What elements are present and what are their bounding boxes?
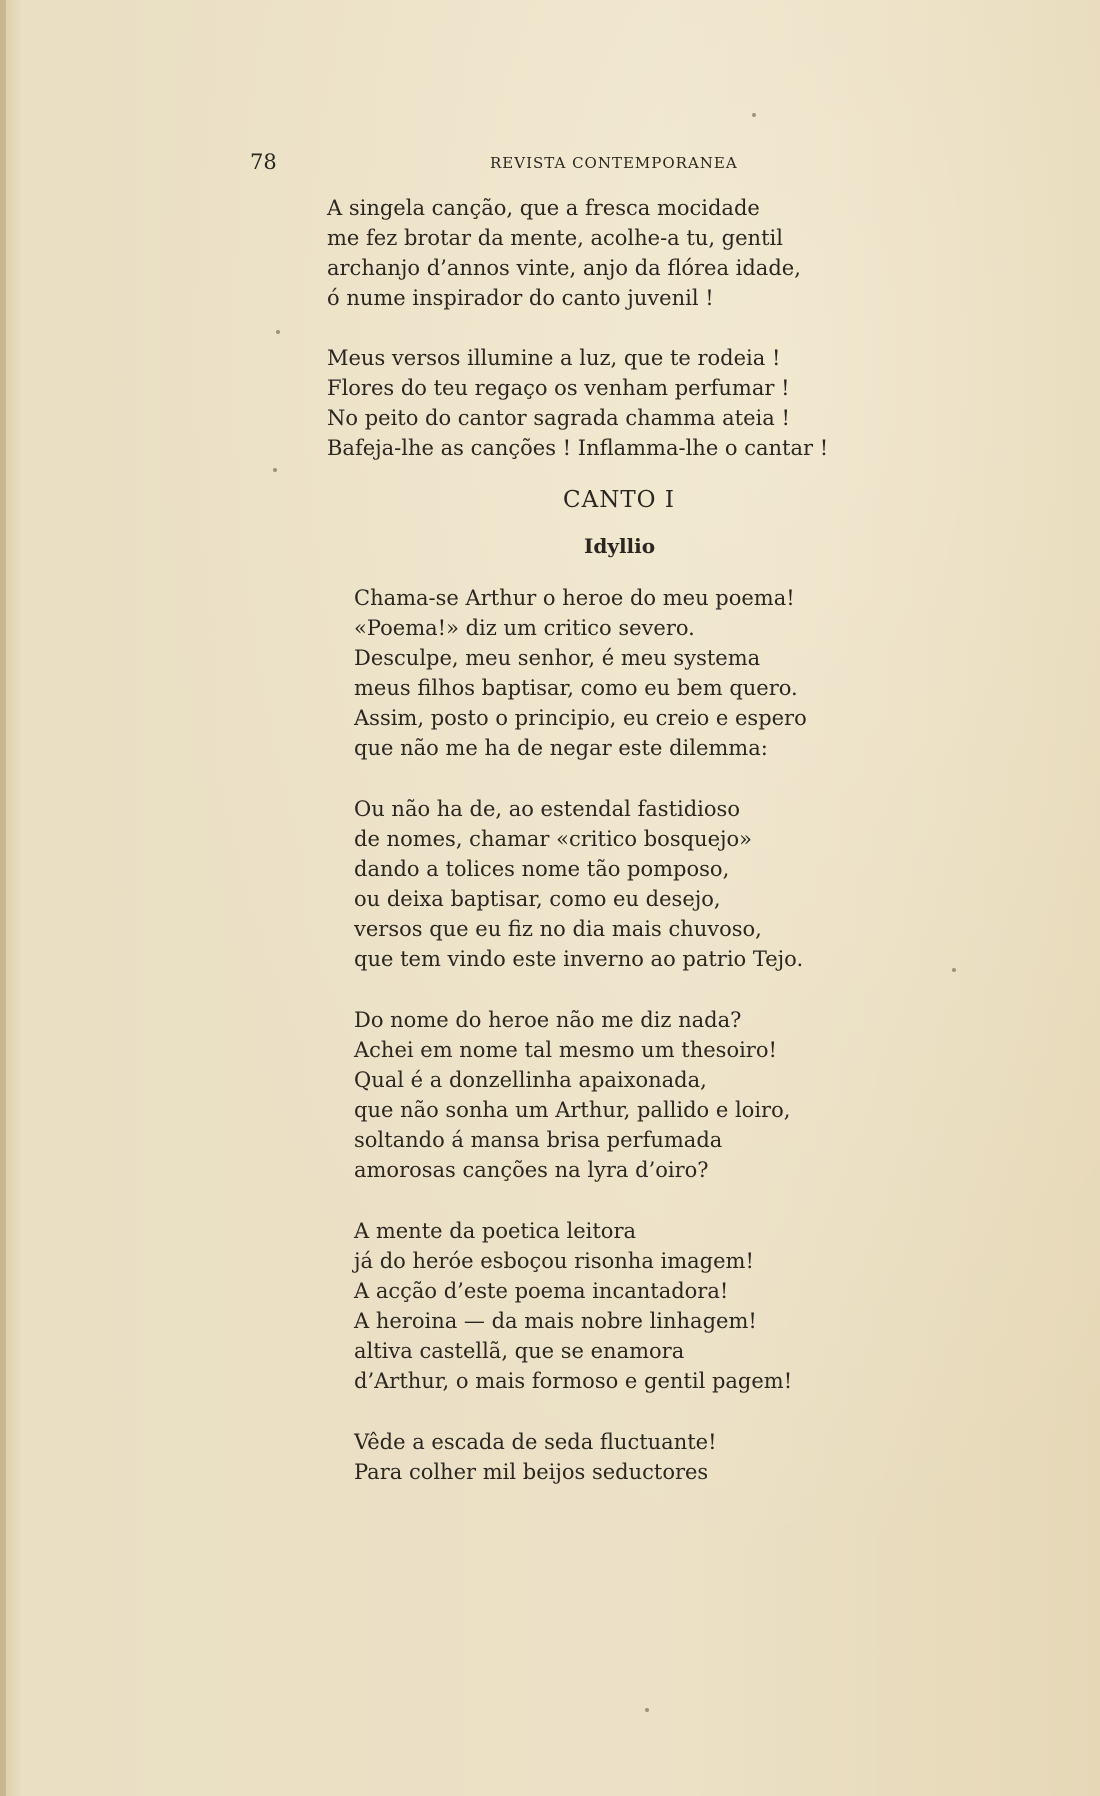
- verse-line: archanjo d’annos vinte, anjo da flórea idade,: [327, 256, 801, 280]
- verse-line: ó nume inspirador do canto juvenil !: [327, 286, 714, 310]
- page-number: 78: [250, 150, 277, 174]
- page-header: [250, 150, 890, 180]
- verse-line: A heroina — da mais nobre linhagem!: [354, 1309, 757, 1333]
- verse-line: Vêde a escada de seda fluctuante!: [354, 1430, 717, 1454]
- verse-line: amorosas canções na lyra d’oiro?: [354, 1158, 709, 1182]
- canto-title: CANTO I: [563, 487, 675, 513]
- verse-line: que tem vindo este inverno ao patrio Tejo.: [354, 947, 804, 971]
- verse-line: Meus versos illumine a luz, que te rodeia !: [327, 346, 781, 370]
- paper-speck: [276, 330, 280, 334]
- verse-line: que não me ha de negar este dilemma:: [354, 736, 768, 760]
- verse-line: Bafeja-lhe as canções ! Inflamma-lhe o cantar !: [327, 436, 829, 460]
- verse-line: Chama-se Arthur o heroe do meu poema!: [354, 586, 795, 610]
- verse-line: Para colher mil beijos seductores: [354, 1460, 709, 1484]
- verse-line: me fez brotar da mente, acolhe-a tu, gentil: [327, 226, 783, 250]
- verse-line: de nomes, chamar «critico bosquejo»: [354, 827, 752, 851]
- verse-line: Achei em nome tal mesmo um thesoiro!: [354, 1038, 777, 1062]
- page-edge: [0, 0, 6, 1796]
- verse-line: A singela canção, que a fresca mocidade: [327, 196, 760, 220]
- verse-line: que não sonha um Arthur, pallido e loiro,: [354, 1098, 791, 1122]
- verse-line: Ou não ha de, ao estendal fastidioso: [354, 797, 740, 821]
- verse-line: «Poema!» diz um critico severo.: [354, 616, 695, 640]
- paper-speck: [952, 968, 956, 972]
- verse-line: Flores do teu regaço os venham perfumar !: [327, 376, 790, 400]
- paper-speck: [273, 468, 277, 472]
- verse-line: versos que eu fiz no dia mais chuvoso,: [354, 917, 762, 941]
- paper-speck: [645, 1708, 649, 1712]
- verse-line: meus filhos baptisar, como eu bem quero.: [354, 676, 798, 700]
- verse-line: já do heróe esboçou risonha imagem!: [354, 1249, 754, 1273]
- verse-line: soltando á mansa brisa perfumada: [354, 1128, 723, 1152]
- verse-line: altiva castellã, que se enamora: [354, 1339, 685, 1363]
- verse-line: Desculpe, meu senhor, é meu systema: [354, 646, 761, 670]
- verse-line: No peito do cantor sagrada chamma ateia !: [327, 406, 790, 430]
- verse-line: ou deixa baptisar, como eu desejo,: [354, 887, 721, 911]
- verse-line: Do nome do heroe não me diz nada?: [354, 1008, 742, 1032]
- verse-line: dando a tolices nome tão pomposo,: [354, 857, 730, 881]
- verse-line: A acção d’este poema incantadora!: [354, 1279, 729, 1303]
- section-title: Idyllio: [584, 534, 656, 558]
- verse-line: Assim, posto o principio, eu creio e espero: [354, 706, 807, 730]
- running-title: REVISTA CONTEMPORANEA: [490, 154, 738, 172]
- verse-line: Qual é a donzellinha apaixonada,: [354, 1068, 707, 1092]
- paper-speck: [752, 113, 756, 117]
- verse-line: d’Arthur, o mais formoso e gentil pagem!: [354, 1369, 793, 1393]
- verse-line: A mente da poetica leitora: [354, 1219, 637, 1243]
